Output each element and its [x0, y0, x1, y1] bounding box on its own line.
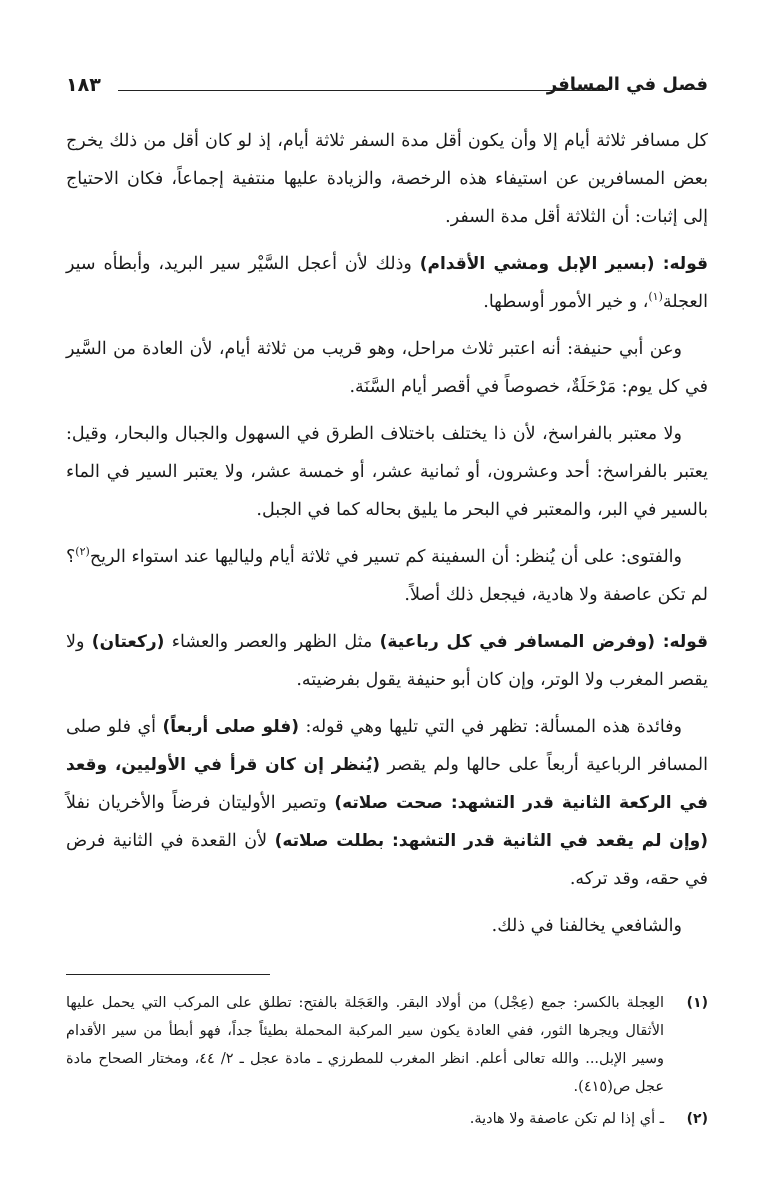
- text-segment: ، و خير الأمور أوسطها.: [483, 292, 649, 312]
- footnote-separator-wrap: [66, 954, 708, 989]
- text-segment: وذلك لأن أعجل السَّيْر سير البريد، وأبطأه سير العجلة: [66, 254, 708, 312]
- paragraph: [66, 538, 708, 614]
- page-header: [66, 70, 708, 104]
- text-segment: والشافعي يخالفنا في ذلك.: [491, 916, 682, 936]
- main-text: [66, 122, 708, 945]
- text-segment: لأن القعدة في الثانية فرض في حقه، وقد تركه.: [66, 831, 708, 889]
- footnote: [66, 989, 708, 1101]
- text-segment: ولا يقصر المغرب ولا الوتر، وإن كان أبو حنيفة يقول بفرضيته.: [66, 632, 708, 690]
- bold-segment: (وإن لم يقعد في الثانية قدر التشهد: بطلت صلاته): [274, 831, 708, 851]
- bold-segment: قوله:: [655, 632, 709, 652]
- header-rule: [118, 90, 608, 91]
- footnote-number: (١): [686, 995, 708, 1011]
- bold-segment: (بسير الإبل ومشي الأقدام): [419, 254, 655, 274]
- text-segment: أي فلو صلى المسافر الرباعية أربعاً على حالها ولم يقصر: [66, 717, 708, 775]
- paragraph: [66, 122, 708, 236]
- paragraph: [66, 330, 708, 406]
- text-segment: ولا معتبر بالفراسخ، لأن ذا يختلف باختلاف الطرق في السهول والجبال والبحار، وقيل: يعتبر بالفراسخ: أحد وعشرون، أو ثمانية عشر، أو خمسة عشر، ولا يعتبر السير في الماء بالسير في البر، والمعتبر في البحر ما يليق بحاله كما في الجبل.: [66, 424, 708, 520]
- text-segment: وفائدة هذه المسألة: تظهر في التي تليها وهي قوله:: [299, 717, 682, 737]
- text-segment: والفتوى: على أن يُنظر: أن السفينة كم تسير في ثلاثة أيام ولياليها عند استواء الريح: [89, 547, 682, 567]
- page-number: ١٨٣: [66, 74, 101, 96]
- footnotes: [66, 989, 708, 1133]
- footnote-number: (٢): [686, 1111, 708, 1127]
- footnote-text: ـ أي إذا لم تكن عاصفة ولا هادية.: [469, 1111, 664, 1127]
- bold-segment: (يُنظر إن كان قرأ في الأوليين، وقعد في الركعة الثانية قدر التشهد: صحت صلاته): [66, 755, 708, 813]
- footnote: [66, 1105, 708, 1133]
- text-segment: وعن أبي حنيفة: أنه اعتبر ثلاث مراحل، وهو قريب من ثلاثة أيام، لأن العادة من السَّير في كل يوم: مَرْحَلَةٌ، خصوصاً في أقصر أيام السَّنَة.: [66, 339, 708, 397]
- bold-segment: (ركعتان): [91, 632, 165, 652]
- chapter-title: فصل في المسافر: [546, 74, 708, 95]
- text-segment: ؟ لم تكن عاصفة ولا هادية، فيجعل ذلك أصلاً.: [66, 547, 708, 605]
- paragraph: [66, 907, 708, 945]
- bold-segment: (وفرض المسافر في كل رباعية): [379, 632, 655, 652]
- text-segment: وتصير الأوليتان فرضاً والأخريان نفلاً: [66, 793, 335, 813]
- paragraph: [66, 415, 708, 529]
- paragraph: [66, 623, 708, 699]
- paragraph: [66, 245, 708, 321]
- text-segment: كل مسافر ثلاثة أيام إلا وأن يكون أقل مدة السفر ثلاثة أيام، إذ لو كان أقل من ذلك يخرج بعض المسافرين عن استيفاء هذه الرخصة، والزيادة عليها منتفية إجماعاً، فكان الاحتياج إلى إثبات: أن الثلاثة أقل مدة السفر.: [66, 131, 708, 227]
- footnote-text: العِجلة بالكسر: جمع (عِجْل) من أولاد البقر. والعَجَلة بالفتح: تطلق على المركب التي يحمل عليها الأثقال ويجرها الثور، ففي العادة يكون سير المركبة المحملة بطيئاً جداً، فهو أبطأ من سير الأقدام وسير الإبل... والله تعالى أعلم. انظر المغرب للمطرزي ـ مادة عجل ـ ٢/ ٤٤، ومختار الصحاح مادة عجل ص(٤١٥).: [66, 995, 664, 1095]
- bold-segment: قوله:: [654, 254, 708, 274]
- bold-segment: (فلو صلى أربعاً): [162, 717, 300, 737]
- footnote-separator: [66, 974, 270, 975]
- book-page: [66, 70, 708, 1137]
- text-segment: مثل الظهر والعصر والعشاء: [164, 632, 380, 652]
- paragraph: [66, 708, 708, 898]
- footnote-ref: (٢): [75, 545, 90, 559]
- footnote-ref: (١): [648, 290, 663, 304]
